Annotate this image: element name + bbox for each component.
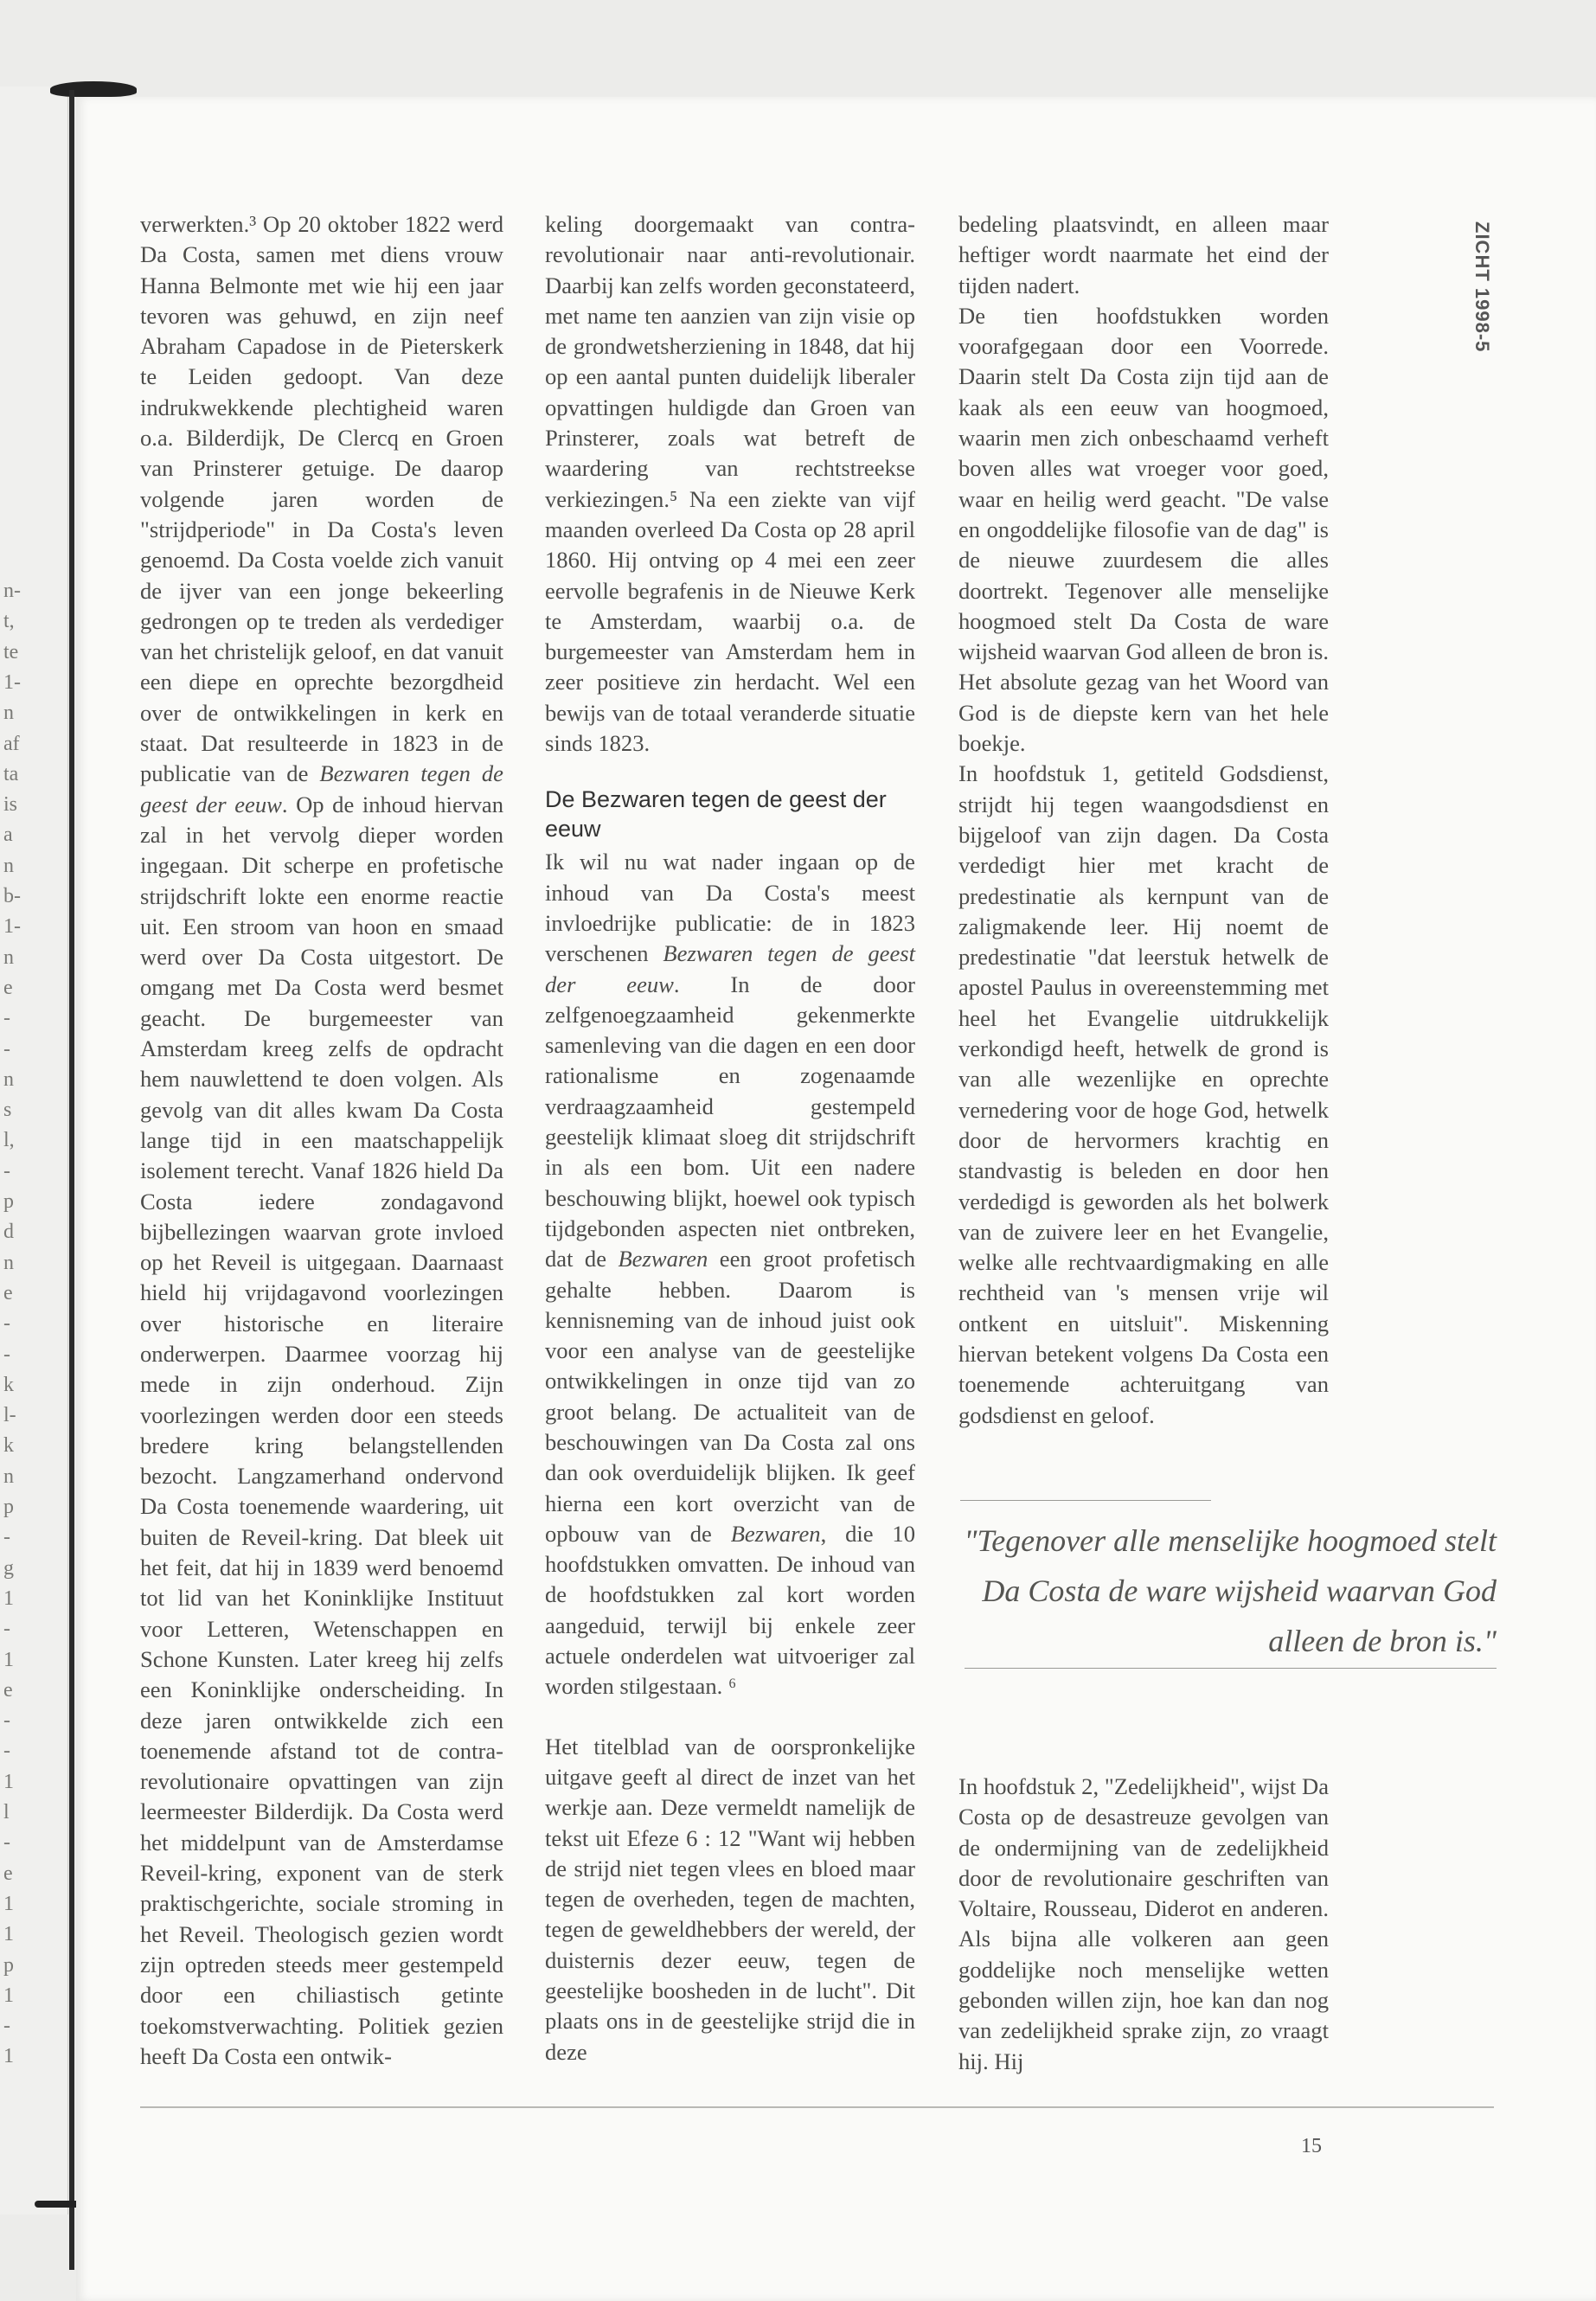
paragraph: verwerkten.³ Op 20 oktober 1822 werd Da Costa, samen met diens vrouw Hanna Belmonte met wie hij een jaar tevoren was gehuwd, en zijn neef Abraham Capadose in de Pieterskerk te Leiden gedoopt. Van deze indrukwekkende plechtigheid waren o.a. Bilderdijk, De Clercq en Groen van Prinsterer getuige. De daarop volgende jaren worden de "strijdperiode" in Da Costa's leven genoemd. Da Costa voelde zich vanuit de ijver van een jonge bekeerling gedrongen op te treden als verdediger van het christelijk geloof, en dat vanuit een diepe en oprechte bezorgdheid over de ontwikkelingen in kerk en staat. Dat resulteerde in 1823 in de publicatie van de Bezwaren tegen de geest der eeuw. Op de inhoud hiervan zal in het vervolg dieper worden ingegaan. Dit scherpe en profetische strijdschrift lokte een enorme reactie uit. Een stroom van hoon en smaad werd over Da Costa uitgestort. De omgang met Da Costa werd besmet geacht. De burgemeester van Amsterdam kreeg zelfs de opdracht hem nauwlettend te doen volgen. Als gevolg van dit alles kwam Da Costa lange tijd in een maatschappelijk isolement terecht. Vanaf 1826 hield Da Costa iedere zondagavond bijbellezingen waarvan grote invloed op het Reveil is uitgegaan. Daarnaast hield hij vrijdagavond voorlezingen over historische en literaire onderwerpen. Daarmee voorzag hij mede in zijn onderhoud. Zijn voorlezingen werden door een steeds bredere kring belangstellenden bezocht. Langzamerhand ondervond Da Costa toenemende waardering, uit buiten de Reveil-kring. Dat bleek uit het feit, dat hij in 1839 werd benoemd tot lid van het Koninklijke Instituut voor Letteren, Wetenschappen en Schone Kunsten. Later kreeg hij zelfs een Koninklijke onderscheiding. In deze jaren ontwikkelde zich een toenemende afstand tot de contra-revolutionaire opvattingen van zijn leermeester Bilderdijk. Da Costa werd het middelpunt van de Amsterdamse Reveil-kring, exponent van de sterk praktischgerichte, sociale stroming in het Reveil. Theologisch gezien wordt zijn optreden steeds meer gestempeld door een chiliastisch getinte toekomstverwachting. Politiek gezien heeft Da Costa een ontwik- xyxy=(140,211,504,2069)
previous-page-fragment: 1 xyxy=(3,1770,14,1793)
previous-page-fragment: 1- xyxy=(3,915,21,939)
previous-page-fragment: t, xyxy=(3,610,15,633)
previous-page-fragment: g xyxy=(3,1556,14,1580)
paragraph: Het titelblad van de oorspronkelijke uitgave geeft al direct de inzet van het werkje aan. Deze vermeldt namelijk de tekst uit Efeze 6 : 12 "Want wij hebben de strijd niet tegen vlees en bloed maar tegen de overheden, tegen de machten, tegen de geweldhebbers der wereld, der duisternis dezer eeuw, tegen de geestelijke boosheden in de lucht". Dit plaats ons in de geestelijke strijd die in deze xyxy=(545,1733,915,2065)
pull-quote-rule-top xyxy=(960,1500,1211,1501)
previous-page-fragment: a xyxy=(3,824,13,847)
previous-page-fragment: 1 xyxy=(3,2045,14,2068)
paragraph: In hoofdstuk 1, getiteld Godsdienst, strijdt hij tegen waangodsdienst en bijgeloof van zijn dagen. Da Costa verdedigt hier met kracht de predestinatie als kernpunt van de zaligmakende leer. Hij noemt de predestinatie "dat leerstuk hetwelk de apostel Paulus in overeenstemming met heel het Evangelie uitdrukkelijk verkondigd heeft, hetwelk de grond is van alle wezenlijke en oprechte vernedering voor de hoge God, hetwelk door de hervormers krachtig en standvastig is beleden en door hen verdedigd is geworden als het bolwerk van de zuivere leer en het Evangelie, welke alle rechtvaardigmaking en alle rechtheid van 's mensen vrije wil ontkent en uitsluit". Miskenning hiervan betekent volgens Da Costa een toenemende achteruitgang van godsdienst en geloof. xyxy=(958,760,1329,1428)
text-column-1 xyxy=(140,209,503,2072)
previous-page-fragment: l, xyxy=(3,1129,15,1152)
previous-page-fragment: n xyxy=(3,1465,14,1488)
previous-page-fragment: af xyxy=(3,732,20,755)
previous-page-fragment: e xyxy=(3,1678,13,1702)
paragraph: De tien hoofdstukken worden voorafgegaan door een Voorrede. Daarin stelt Da Costa zijn tijd aan de kaak als een eeuw van hoogmoed, waarin men zich onbeschaamd verheft boven alles wat vroeger voor goed, waar en heilig werd geacht. "De valse en ongoddelijke filosofie van de dag" is de nieuwe zuurdesem die alles doortrekt. Tegenover alle menselijke hoogmoed stelt Da Costa de ware wijsheid waarvan God alleen de bron is. Het absolute gezag van het Woord van God is de diepste kern van het hele boekje. xyxy=(958,302,1329,757)
text-column-2 xyxy=(545,209,915,2067)
previous-page-fragment: n xyxy=(3,945,14,969)
previous-page-fragment: l xyxy=(3,1801,10,1823)
previous-page-fragment: ta xyxy=(3,762,19,785)
previous-page-fragment: 1 xyxy=(3,1984,14,2007)
previous-page-fragment: n xyxy=(3,1067,14,1091)
previous-page-fragment: k xyxy=(3,1373,14,1396)
running-head: ZICHT 1998-5 xyxy=(1471,221,1493,353)
previous-page-fragment: s xyxy=(3,1099,12,1122)
binding-top xyxy=(50,81,137,97)
previous-page-fragment: k xyxy=(3,1434,14,1458)
previous-page-fragment: b- xyxy=(3,885,21,907)
previous-page-fragment: e xyxy=(3,976,13,999)
pull-quote: "Tegenover alle menselijke hoogmoed stelt Da Costa de ware wijsheid waarvan God alleen de bron is." xyxy=(964,1523,1497,1658)
previous-page-fragment: e xyxy=(3,1862,13,1885)
book-title: Bezwaren tegen de geest der eeuw xyxy=(140,760,503,817)
previous-page-fragment: - xyxy=(3,1007,10,1030)
paragraph: Ik wil nu wat nader ingaan op de inhoud van Da Costa's meest invloedrijke publicatie: de in 1823 verschenen Bezwaren tegen de geest der eeuw. In de door zelfgenoegzaamheid gekenmerkte samenleving van die dagen en een door rationalisme en zogenaamde verdraagzaamheid gestempeld geestelijk klimaat sloeg dit strijdschrift in als een bom. Uit een nadere beschouwing blijkt, hoewel ook typisch tijdgebonden aspecten niet ontbreken, dat de Bezwaren een groot profetisch gehalte hebben. Daarom is kennisneming van de inhoud juist ook voor een analyse van de geestelijke ontwikkelingen in onze tijd van zo groot belang. De actualiteit van de beschouwingen van Da Costa zal ons dan ook overduidelijk blijken. Ik geef hierna een kort overzicht van de opbouw van de Bezwaren, die 10 hoofdstukken omvatten. De inhoud van de hoofdstukken zal kort worden aangeduid, terwijl bij enkele zeer actuele onderdelen wat uitvoeriger zal worden stilgestaan. ⁶ xyxy=(545,849,915,1700)
previous-page-fragment: p xyxy=(3,1190,14,1213)
pull-quote-rule-bottom xyxy=(965,1668,1497,1669)
previous-page-fragment: p xyxy=(3,1496,14,1518)
previous-page-fragment: p xyxy=(3,1953,14,1977)
paragraph: keling doorgemaakt van contra-revolutionair naar anti-revolutionair. Daarbij kan zelfs worden geconstateerd, met name ten aanzien van zijn visie op de grondwetsherziening in 1848, dat hij op een aantal punten duidelijk liberaler opvattingen huldigde dan Groen van Prinsterer, zoals wat betreft de waardering van rechtstreekse verkiezingen.⁵ Na een ziekte van vijf maanden overleed Da Costa op 28 april 1860. Hij ontving op 4 mei een zeer eervolle begrafenis in de Nieuwe Kerk te Amsterdam, waarbij o.a. de burgemeester van Amsterdam hem in zeer positieve zin herdacht. Wel een bewijs van de totaal veranderde situatie sinds 1823. xyxy=(545,211,915,757)
previous-page-fragment: - xyxy=(3,1526,10,1549)
binding-spine xyxy=(69,90,74,2270)
paragraph: In hoofdstuk 2, "Zedelijkheid", wijst Da Costa op de desastreuze gevolgen van de ondermijning van de zedelijkheid door de revolutionaire geschriften van Voltaire, Rousseau, Diderot en anderen. Als bijna alle volkeren aan geen goddelijke noch menselijke wetten gebonden willen zijn, hoe kan dan nog van zedelijkheid sprake zijn, zo vraagt hij. Hij xyxy=(958,1773,1329,2074)
previous-page-fragment: - xyxy=(3,1037,10,1061)
previous-page-fragment: - xyxy=(3,1618,10,1641)
book-title: Bezwaren tegen de geest der eeuw xyxy=(545,940,915,997)
previous-page-edge xyxy=(0,87,68,2214)
previous-page-fragment: 1 xyxy=(3,1648,14,1671)
book-title: Bezwaren xyxy=(730,1520,821,1547)
text-column-3-bottom xyxy=(958,1772,1329,2077)
previous-page-fragment: te xyxy=(3,640,19,663)
previous-page-fragment: - xyxy=(3,1159,10,1183)
previous-page-fragment: - xyxy=(3,1740,10,1763)
previous-page-fragment: 1 xyxy=(3,1892,14,1915)
previous-page-fragment: - xyxy=(3,2015,10,2038)
previous-page-fragment: - xyxy=(3,1343,10,1366)
section-heading: De Bezwaren tegen de geest der eeuw xyxy=(545,786,887,843)
previous-page-fragment: 1 xyxy=(3,1923,14,1946)
page-number: 15 xyxy=(1301,2135,1322,2157)
previous-page-fragment: 1 xyxy=(3,1586,14,1610)
text-column-3 xyxy=(958,209,1329,1431)
previous-page-fragment: n- xyxy=(3,580,21,602)
book-title: Bezwaren xyxy=(618,1246,708,1272)
previous-page-fragment: e xyxy=(3,1281,13,1304)
previous-page-fragment: d xyxy=(3,1221,14,1244)
previous-page-fragment: n xyxy=(3,1251,14,1274)
paragraph: bedeling plaatsvindt, en alleen maar heftiger wordt naarmate het eind der tijden nadert. xyxy=(958,211,1329,298)
previous-page-fragment: 1- xyxy=(3,670,21,694)
previous-page-fragment: n xyxy=(3,854,14,877)
previous-page-fragment: - xyxy=(3,1709,10,1733)
footer-rule xyxy=(140,2106,1494,2108)
previous-page-fragment: l- xyxy=(3,1404,16,1427)
previous-page-fragment: - xyxy=(3,1312,10,1336)
previous-page-fragment: - xyxy=(3,1831,10,1855)
previous-page-fragment: n xyxy=(3,702,14,725)
previous-page-fragment: is xyxy=(3,793,18,817)
